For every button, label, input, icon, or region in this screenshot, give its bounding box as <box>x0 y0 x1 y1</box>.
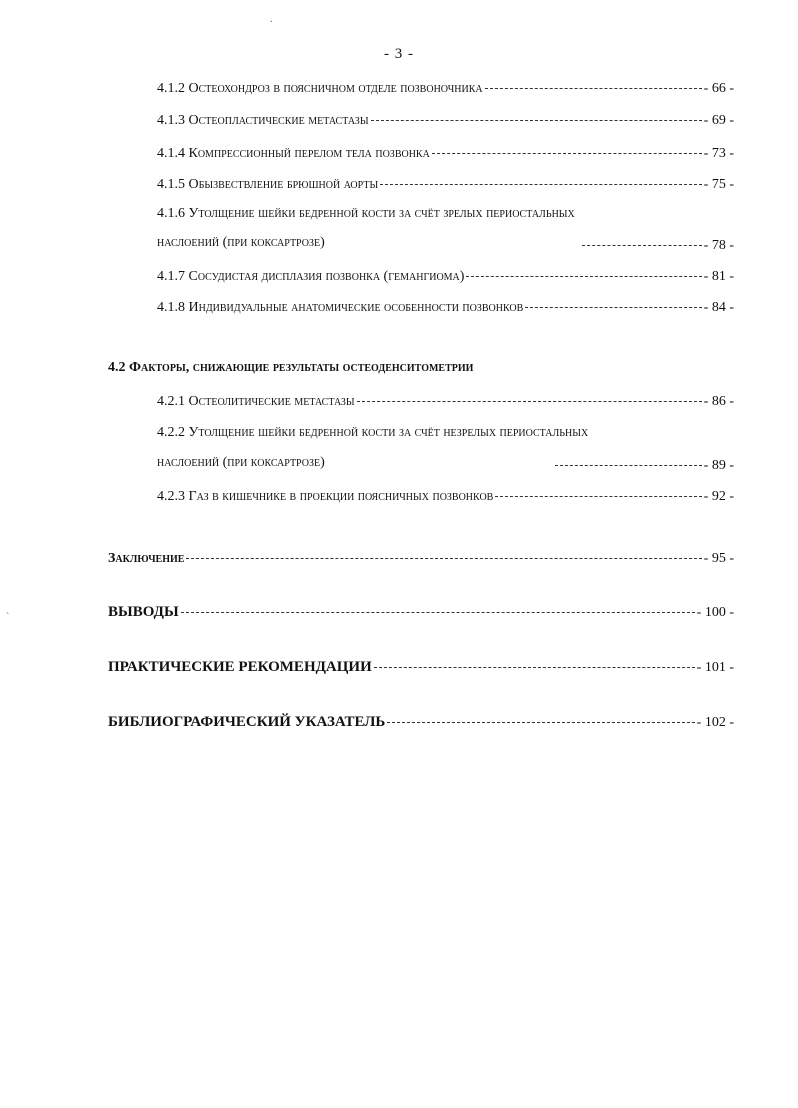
toc-entry <box>157 424 588 442</box>
toc-entry-title: 4.2.2 Утолщение шейки бедренной кости за счёт незрелых периостальных <box>157 425 589 440</box>
toc-entry-title: 4.1.2 Остеохондроз в поясничном отделе позвоночника <box>157 81 483 96</box>
toc-entry <box>157 486 734 506</box>
toc-page-ref: - 89 - <box>703 458 734 473</box>
toc-entry-continuation: наслоений (при коксартрозе) <box>157 235 325 250</box>
toc-entry-title: ВЫВОДЫ <box>108 604 179 620</box>
toc-leader <box>387 712 694 726</box>
toc-entry-tail <box>553 455 734 475</box>
toc-entry <box>157 266 734 286</box>
toc-entry-bibliography <box>108 712 734 732</box>
toc-page-ref: - 102 - <box>696 715 734 730</box>
toc-entry-title: 4.1.6 Утолщение шейки бедренной кости за счёт зрелых периостальных <box>157 206 575 221</box>
toc-page-ref: - 92 - <box>703 489 734 504</box>
toc-entry-title: БИБЛИОГРАФИЧЕСКИЙ УКАЗАТЕЛЬ <box>108 714 386 730</box>
toc-page-ref: - 86 - <box>703 394 734 409</box>
toc-leader <box>495 486 701 500</box>
toc-leader <box>371 110 702 124</box>
toc-entry-title: 4.1.5 Обызвествление брюшной аорты <box>157 177 379 192</box>
toc-entry-title: 4.1.7 Сосудистая дисплазия позвонка (гемангиома) <box>157 269 465 284</box>
toc-entry-conclusion <box>108 548 734 568</box>
toc-entry-title: 4.2.1 Остеолитические метастазы <box>157 394 355 409</box>
toc-leader <box>186 548 701 562</box>
toc-entry-conclusions <box>108 602 734 622</box>
toc-entry-title: 4.2.3 Газ в кишечнике в проекции поясничных позвонков <box>157 489 494 504</box>
toc-entry <box>157 391 734 411</box>
toc-entry-title: Заключение <box>108 551 185 566</box>
toc-page-ref: - 66 - <box>703 81 734 96</box>
toc-entry-title: ПРАКТИЧЕСКИЕ РЕКОМЕНДАЦИИ <box>108 659 372 675</box>
toc-page-ref: - 73 - <box>703 146 734 161</box>
toc-entry <box>157 205 575 223</box>
toc-entry-recommendations <box>108 657 734 677</box>
toc-entry <box>157 143 734 163</box>
toc-entry-title: 4.1.4 Компрессионный перелом тела позвонка <box>157 146 430 161</box>
toc-entry-continuation: наслоений (при коксартрозе) <box>157 455 325 470</box>
toc-leader <box>432 143 702 157</box>
toc-leader <box>374 657 695 671</box>
scan-speck: . <box>270 14 273 25</box>
toc-leader <box>525 297 701 311</box>
toc-leader <box>380 174 702 188</box>
toc-leader <box>485 78 702 92</box>
toc-entry <box>157 110 734 130</box>
toc-section-title: 4.2 Факторы, снижающие результаты остеоденситометрии <box>108 360 474 375</box>
toc-page-ref: - 101 - <box>696 660 734 675</box>
page-number: - 3 - <box>384 46 414 62</box>
toc-page-ref: - 69 - <box>703 113 734 128</box>
toc-entry <box>157 297 734 317</box>
scan-speck: ` <box>6 612 10 623</box>
toc-page-ref: - 100 - <box>696 605 734 620</box>
toc-leader <box>555 455 702 469</box>
toc-page-ref: - 78 - <box>703 238 734 253</box>
toc-leader <box>466 266 701 280</box>
toc-entry-title: 4.1.3 Остеопластические метастазы <box>157 113 369 128</box>
toc-section-heading <box>108 359 473 377</box>
toc-entry-tail <box>580 235 734 255</box>
toc-entry-title: 4.1.8 Индивидуальные анатомические особенности позвонков <box>157 300 524 315</box>
toc-entry <box>157 78 734 98</box>
toc-page-ref: - 81 - <box>703 269 734 284</box>
toc-leader <box>357 391 702 405</box>
toc-page-ref: - 95 - <box>703 551 734 566</box>
toc-leader <box>181 602 695 616</box>
toc-page-ref: - 84 - <box>703 300 734 315</box>
toc-entry <box>157 174 734 194</box>
toc-leader <box>582 235 702 249</box>
toc-page-ref: - 75 - <box>703 177 734 192</box>
